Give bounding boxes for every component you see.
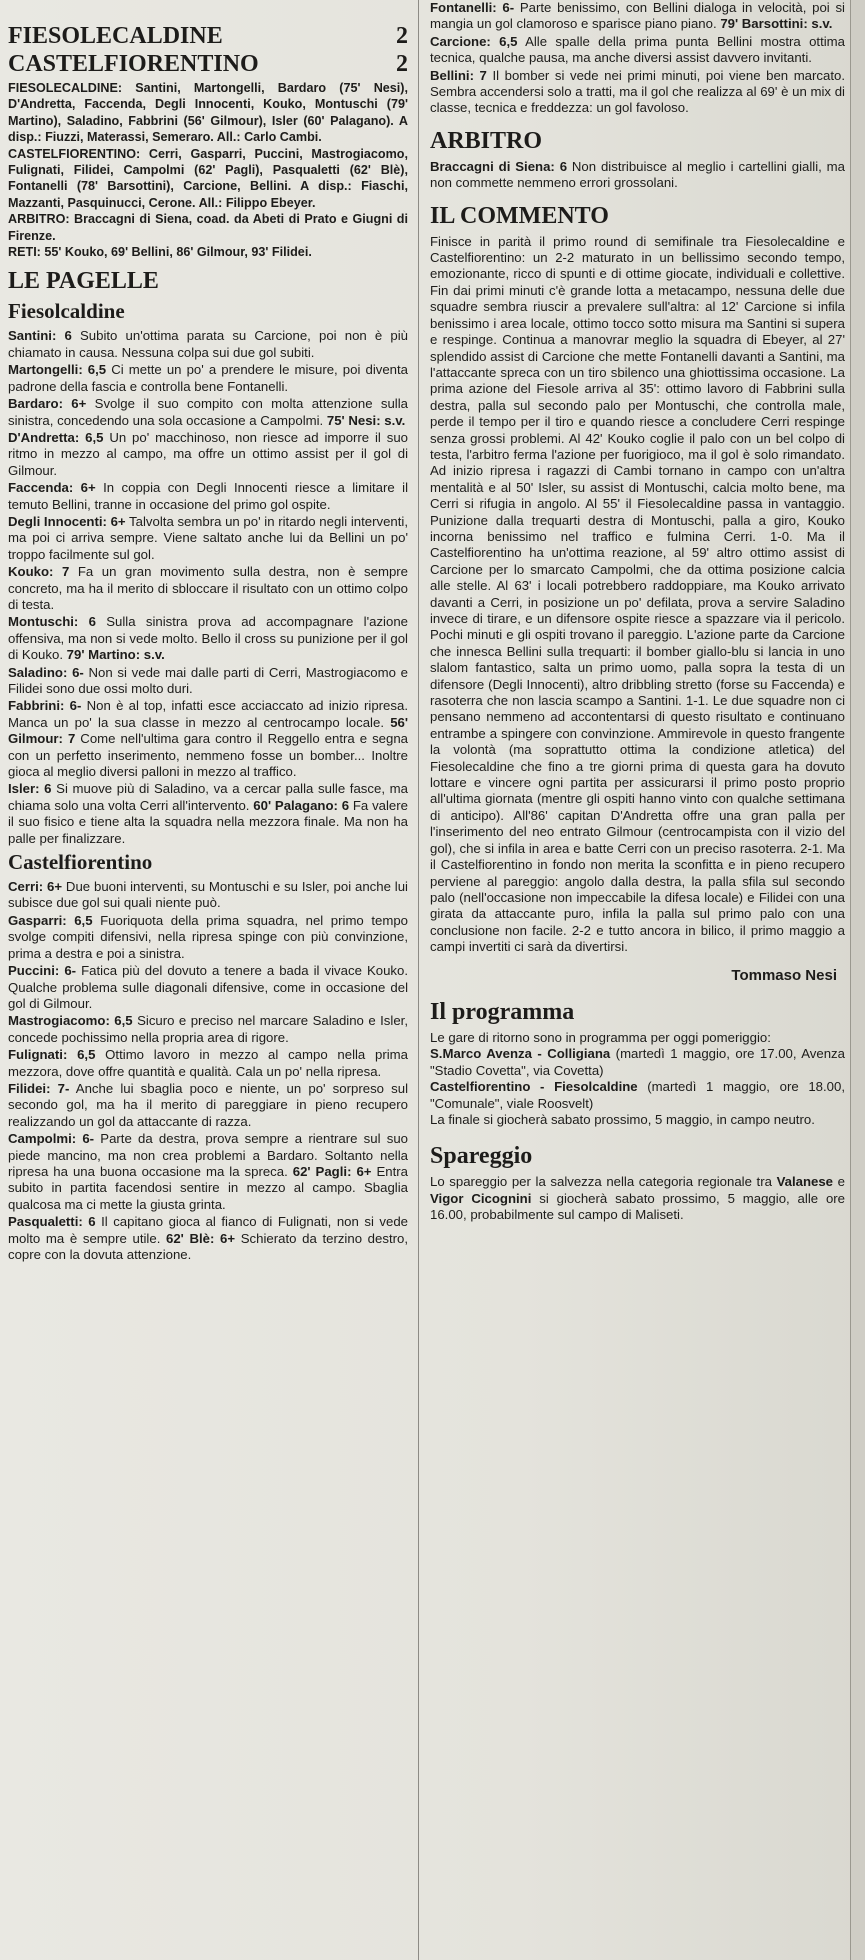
player-name: Carcione: 6,5	[430, 33, 518, 49]
player-rating	[8, 698, 408, 780]
player-name: Fulignati: 6,5	[8, 1047, 96, 1063]
player-name: Bardaro: 6+	[8, 396, 87, 412]
substitute-rating: 62' Blè: 6+	[166, 1230, 236, 1246]
player-name: Cerri: 6+	[8, 879, 63, 895]
player-name: Degli Innocenti: 6+	[8, 513, 126, 529]
away-ratings-heading: Castelfiorentino	[8, 850, 153, 875]
player-rating	[8, 564, 408, 613]
player-rating-text: Parte benissimo, con Bellini dialoga in velocità, poi si mangia un gol clamoroso e sparisce piano piano.	[430, 0, 845, 32]
player-name: Gasparri: 6,5	[8, 912, 93, 928]
player-name: Kouko: 7	[8, 564, 70, 580]
player-rating-text: Non si vede mai dalle parti di Cerri, Mastrogiacomo e Filidei sono due ossi molto duri.	[8, 664, 408, 696]
playoff-text-b: e	[833, 1174, 845, 1190]
player-rating-text: Fatica più del dovuto a tenere a bada il vivace Kouko. Qualche problema sulle diagonali difensive, come in occasione del gol di Gilmour.	[8, 963, 409, 1011]
player-rating	[8, 665, 408, 698]
player-rating-text: In coppia con Degli Innocenti riesce a limitare il temuto Bellini, tranne in occasione del primo gol ospite.	[8, 480, 408, 512]
goals-line: RETI: 55' Kouko, 69' Bellini, 86' Gilmour, 93' Filidei.	[8, 245, 312, 260]
playoff-heading: Spareggio	[430, 1143, 533, 1170]
player-rating	[8, 480, 408, 513]
player-rating-text: Talvolta sembra un po' in ritardo negli interventi, ma poi ci arriva sempre. Viene saltato anche lui da Bellini un po' troppo facilmente sul gol.	[8, 513, 408, 562]
player-rating	[8, 781, 408, 847]
playoff-text-c: si giocherà sabato prossimo, 5 maggio, alle ore 16.00, probabilmente sul campo di Maliseti.	[430, 1190, 846, 1223]
playoff-text-a: Lo spareggio per la salvezza nella categoria regionale tra	[430, 1174, 777, 1190]
commentary-heading: IL COMMENTO	[430, 202, 609, 229]
player-rating	[8, 1214, 408, 1263]
playoff-team-1: Valanese	[776, 1174, 834, 1190]
player-name: Santini: 6	[8, 328, 72, 344]
substitute-rating: 79' Barsottini: s.v.	[720, 16, 833, 32]
player-rating-text: Ottimo lavoro in mezzo al campo nella prima mezzora, dove offre quantità e qualità. Cala un po' nella ripresa.	[8, 1047, 408, 1079]
column-divider	[418, 0, 419, 1960]
player-rating	[8, 879, 408, 912]
program-match-1-info: (martedì 1 maggio, ore 17.00, Avenza "Stadio Covetta", via Covetta)	[430, 1046, 845, 1078]
left-column	[8, 0, 408, 1264]
player-rating-text: Non è al top, infatti esce acciaccato ad inizio ripresa. Manca un po' la sua classe in mezzo al centrocampo locale.	[8, 698, 408, 730]
player-name: D'Andretta: 6,5	[8, 429, 104, 445]
referee-rating-text: Non distribuisce al meglio i cartellini gialli, ma non commette nemmeno errori grossolani.	[430, 158, 845, 191]
referee-line: ARBITRO: Braccagni di Siena, coad. da Abeti di Prato e Giugni di Firenze.	[8, 212, 408, 243]
program-intro: Le gare di ritorno sono in programma per oggi pomeriggio:	[430, 1029, 771, 1045]
player-rating	[8, 614, 408, 663]
player-rating-text: Fuoriquota della prima squadra, nel primo tempo svolge compiti difensivi, nella ripresa spinge con più convinzione, prima a destra e poi a sinistra.	[8, 912, 408, 961]
substitute-rating: 79' Martino: s.v.	[66, 647, 165, 663]
away-lineup: CASTELFIORENTINO: Cerri, Gasparri, Puccini, Mastrogiacomo, Fulignati, Filidei, Campolmi (62' Pagli), Pasqualetti (62' Blè), Fontanelli (78' Barsottini), Carcione, Bellini. A disp.: Fiaschi, Mazzanti, Pasquinucci, Cerone. All.: Filippo Ebeyer.	[8, 146, 408, 210]
home-ratings-list	[8, 328, 408, 847]
player-name: Faccenda: 6+	[8, 480, 96, 496]
home-team: FIESOLECALDINE	[8, 23, 223, 49]
home-lineup: FIESOLECALDINE: Santini, Martongelli, Bardaro (75' Nesi), D'Andretta, Faccenda, Degli Innocenti, Kouko, Montuschi (79' Martino), Saladino, Fabbrini (56' Gilmour), Isler (60' Palagano). A disp.: Fiuzzi, Materassi, Semeraro. All.: Carlo Cambi.	[8, 81, 408, 145]
ratings-heading: LE PAGELLE	[8, 268, 159, 295]
program-heading: Il programma	[430, 998, 575, 1025]
substitute-rating: 62' Pagli: 6+	[292, 1163, 372, 1179]
player-rating	[8, 913, 408, 962]
right-column	[430, 0, 845, 1224]
substitute-rating: 56' Gilmour: 7	[8, 714, 408, 747]
player-rating-text: Fa un gran movimento sulla destra, non è sempre concreto, ma ha il merito di sbloccare il risultato con un ottimo colpo di testa.	[8, 564, 408, 612]
player-rating	[430, 0, 845, 33]
player-rating-text: Subito un'ottima parata su Carcione, poi non è più chiamato in causa. Nessuna colpa sui due gol subiti.	[8, 328, 408, 360]
program-match-2-teams: Castelfiorentino - Fiesolcaldine	[430, 1079, 638, 1095]
substitute-rating: 75' Nesi: s.v.	[326, 412, 406, 428]
player-name: Fabbrini: 6-	[8, 698, 82, 714]
player-rating-text: Svolge il suo compito con molta attenzione sulla sinistra, concedendo una sola occasione a Campolmi.	[8, 396, 408, 428]
player-rating	[8, 396, 408, 429]
player-rating-text: Due buoni interventi, su Montuschi e su Isler, poi anche lui subisce due gol sui quali niente può.	[8, 879, 408, 911]
program-match-2	[430, 1079, 845, 1112]
player-name: Saladino: 6-	[8, 664, 84, 680]
program-final: La finale si giocherà sabato prossimo, 5 maggio, in campo neutro.	[430, 1111, 815, 1127]
player-rating-text: Ci mette un po' a prendere le misure, poi diventa padrone della fascia e controlla bene Fontanelli.	[8, 362, 409, 394]
player-rating-text: Anche lui sbaglia poco e niente, un po' sorpreso sul secondo gol, ma ha il merito di pareggiare in pieno recupero realizzando un gol da attaccante di razza.	[8, 1080, 408, 1129]
player-rating	[430, 68, 845, 117]
player-name: Bellini: 7	[430, 67, 487, 83]
home-ratings-heading: Fiesolcaldine	[8, 299, 125, 324]
program-match-2-info: (martedì 1 maggio, ore 18.00, "Comunale", viale Roosvelt)	[430, 1079, 845, 1111]
player-rating	[430, 34, 845, 67]
player-name: Pasqualetti: 6	[8, 1214, 96, 1230]
substitute-rating-text: Fa valere il suo fisico e tiene alta la squadra nella mezzora finale. Ma non ha palle per finalizzare.	[8, 797, 408, 846]
away-team: CASTELFIORENTINO	[8, 51, 259, 77]
player-rating-text: Il capitano gioca al fianco di Fulignati, non si vede molto ma è sempre utile.	[8, 1214, 408, 1246]
player-name: Puccini: 6-	[8, 963, 77, 979]
program-match-1-teams: S.Marco Avenza - Colligiana	[430, 1046, 611, 1062]
program-match-1	[430, 1046, 845, 1079]
player-rating	[8, 1047, 408, 1080]
player-rating-text: Alle spalle della prima punta Bellini mostra ottima tecnica, qualche pausa, ma anche diversi assist davvero invitanti.	[430, 33, 845, 66]
player-rating-text: Sicuro e preciso nel marcare Saladino e Isler, concede pochissimo nella propria area di rigore.	[8, 1013, 408, 1045]
referee-heading: ARBITRO	[430, 127, 543, 154]
player-rating-text: Sulla sinistra prova ad accompagnare l'azione offensiva, ma non si vede molto. Bello il cross su punizione per il gol di Kouko.	[8, 614, 408, 663]
player-rating	[8, 1131, 408, 1213]
program-notes	[430, 1030, 845, 1128]
player-rating	[8, 963, 408, 1012]
player-rating-text: Un po' macchinoso, non riesce ad imporre il suo ritmo in mezzo al campo, ma offre un ottimo assist per il gol di Gilmour.	[8, 429, 408, 478]
substitute-rating-text: Entra subito in partita facendosi sentire in mezzo al campo. Sbaglia qualcosa ma ci mette la giusta grinta.	[8, 1163, 408, 1212]
player-rating	[8, 362, 408, 395]
player-rating	[8, 328, 408, 361]
player-rating-text: Parte da destra, prova sempre a rientrare sul suo piede mancino, ma non crea problemi a Bardaro. Soltanto nella ripresa ha una buona occasione ma la spreca.	[8, 1131, 408, 1179]
substitute-rating: 60' Palagano: 6	[253, 797, 350, 813]
substitute-rating-text: Schierato da terzino destro, copre con la dovuta attenzione.	[8, 1230, 408, 1262]
playoff-team-2: Vigor Cicognini	[430, 1190, 532, 1206]
lineups-block	[8, 80, 408, 260]
substitute-rating-text: Come nell'ultima gara contro il Reggello entra e segna con un perfetto inserimento, nemmeno fosse un bomber... Inoltre gioca al meglio diversi palloni in mezzo al traffico.	[8, 731, 408, 780]
player-rating-text: Si muove più di Saladino, va a cercar palla sulle fasce, ma chiama solo una volta Cerri all'intervento.	[8, 781, 408, 813]
player-name: Martongelli: 6,5	[8, 362, 107, 378]
away-ratings-continued	[430, 0, 845, 117]
player-name: Isler: 6	[8, 781, 52, 797]
player-rating	[8, 514, 408, 563]
player-rating	[8, 430, 408, 479]
away-ratings-list	[8, 879, 408, 1263]
player-name: Mastrogiacomo: 6,5	[8, 1013, 133, 1029]
score-row-home	[8, 22, 408, 50]
player-rating	[8, 1013, 408, 1046]
referee-rating	[430, 159, 845, 192]
playoff-text	[430, 1174, 845, 1223]
player-name: Montuschi: 6	[8, 614, 96, 630]
author-byline: Tommaso Nesi	[731, 966, 837, 984]
adjacent-page-edge	[850, 0, 865, 1960]
player-name: Fontanelli: 6-	[430, 0, 515, 15]
player-rating-text: Il bomber si vede nei primi minuti, poi viene ben marcato. Sembra accendersi solo a tratti, ma il gol che realizza al 69' è un mix di classe, tecnica e freddezza: un gol favoloso.	[430, 67, 845, 116]
commentary-text: Finisce in parità il primo round di semifinale tra Fiesolecaldine e Castelfiorentino: un 2-2 maturato in un bellissimo secondo tempo, emozionante, ricco di spunti e di ottime giocate, individuali e collettive. Fin dai primi minuti c'è grande lotta a metacampo, nessuna delle due squadre sembra riuscir a prevalere sull'altra: al 12' Carcione si infila benissimo i area locale, ottimo tocco sotto misura ma Santini si supera e respinge. Continua a manovrar meglio la squadra di Ebeyer, al 27' splendido assist di Carcione che mette Fontanelli davanti a Santini, ma l'attaccante spreca con un tiro sbilenco una ghiottissima occasione. La prima azione del Fiesole arriva al 35': ottimo lavoro di Fabbrini sulla destra, palla sul secondo palo per Montuschi, che controlla male, perde il tempo per il tiro e quando riesce a concludere Cerri respinge senza grossi problemi. Al 42' Kouko coglie il palo con un bel colpo di testa, l'arbitro ferma l'azione per fuorigioco, ma il gol è solo rimandato. Ad inizio ripresa i ragazzi di Cambi tornano in campo con un'altra mentalità e al 50' Isler, su assist di Montuschi, calcia molto bene, ma Cerri si rifugia in angolo. Al 55' il Fiesolecaldine passa in vantaggio. Punizione dalla trequarti destra di Montuschi, palla a giro, Kouko incorna benissimo nel traffico e fulmina Cerri. 1-0. Ma il Castelfiorentino ha un'ottima reazione, al 59' altro ottimo assist di Carcione per lo smarcato Campolmi, che da ottima posizione calcia alle stelle. Al 63' i locali potrebbero raddoppiare, ma Kouko arrivato davanti a Cerri, in posizione un po' defilata, prova a servire Saladino invece di tirare, e un difensore ospite riesce a spazzare via il pericolo. Pochi minuti e gli ospiti trovano il pareggio. L'azione parte da Carcione che innesca Bellini sulla trequarti: il bomber giallo-blu si lancia in uno slalom fantastico, salta un primo uomo, palla sopra la testa di un difensore (Degli Innocenti), altro dribbling stretto (forse su Faccenda) e rasoterra che non lascia scampo a Santini. 1-1. Le due squadre non ci pensano nemmeno ad accontentarsi di questo risultato e continuano entrambe a spingere con convinzione. Ammirevole in questo frangente la volontà (ma soprattutto ottima la condizione atletica) del Fiesolecaldine che fino a tre giorni prima di questa gara ha dovuto lottare e vincere ogni partita per assicurarsi il primo posto proprio all'ultima giornata (mentre gli ospiti hanno vinto con qualche settimana di anticipo). All'86' capitan D'Andretta offre una gran palla per l'inserimento del neo entrato Gilmour (centrocampista con il vizio del gol), che si infila in area e batte Cerri con un preciso rasoterra. 2-1. Ma il Castelfiorentino in fondo non merita la sconfitta e in pieno recupero perviene al pareggio: angolo dalla destra, la palla sfila sul secondo palo (nell'occasione non impeccabile la difesa locale) e Filidei con una girata da attaccante puro, infila la palla sul primo palo con una conclusione non facile. 2-2 e tutto ancora in bilico, il primo maggio a campi invertiti ci sarà da divertirsi.	[430, 233, 845, 955]
referee-name: Braccagni di Siena: 6	[430, 158, 568, 174]
away-score: 2	[396, 51, 408, 77]
player-name: Filidei: 7-	[8, 1080, 70, 1096]
playoff-notes	[430, 1174, 845, 1223]
home-score: 2	[396, 23, 408, 49]
player-name: Campolmi: 6-	[8, 1131, 95, 1147]
score-row-away	[8, 50, 408, 78]
player-rating	[8, 1081, 408, 1130]
